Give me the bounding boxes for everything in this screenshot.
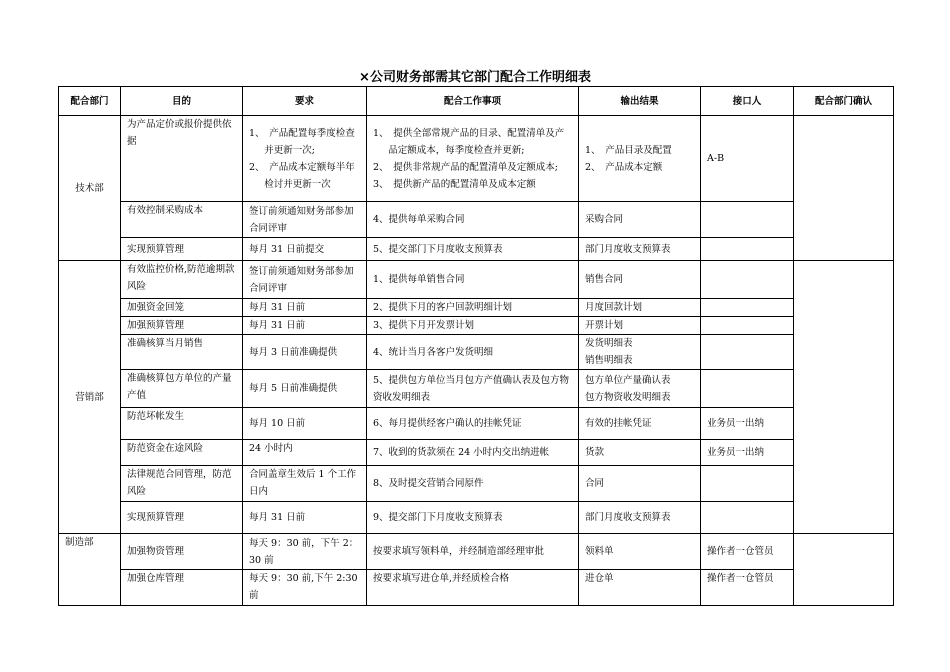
dept-cell-sales: 营销部 — [59, 261, 121, 534]
contact-cell — [701, 202, 794, 238]
output-cell: 有效的挂帐凭证 — [579, 408, 701, 440]
work-item-line: 3、 提供新产品的配置清单及成本定额 — [373, 178, 536, 190]
purpose-cell: 有效监控价格,防范逾期款风险 — [121, 261, 243, 299]
purpose-cell: 加强资金回笼 — [121, 299, 243, 317]
purpose-cell: 实现预算管理 — [121, 502, 243, 534]
purpose-cell: 准确核算包方单位的产量产值 — [121, 370, 243, 408]
purpose-cell: 准确核算当月销售 — [121, 335, 243, 370]
purpose-cell: 加强预算管理 — [121, 317, 243, 335]
table-row — [59, 202, 894, 238]
table-row — [59, 502, 894, 534]
requirement-line: 1、 产品配置每季度检查并更新一次; — [249, 127, 355, 156]
table-row — [59, 299, 894, 317]
work-item-cell: 2、提供下月的客户回款明细计划 — [367, 299, 579, 317]
contact-cell — [701, 317, 794, 335]
requirement-cell: 24 小时内 — [243, 440, 367, 466]
table-row — [59, 335, 894, 370]
contact-cell — [701, 299, 794, 317]
contact-cell — [701, 335, 794, 370]
contact-cell: A-B — [701, 116, 794, 202]
purpose-cell: 法律规范合同管理，防范风险 — [121, 466, 243, 502]
work-item-cell — [367, 116, 579, 202]
requirement-cell — [243, 116, 367, 202]
requirement-cell: 每天 9：30 前，下午 2：30 前 — [243, 534, 367, 570]
contact-cell — [701, 466, 794, 502]
page-title: ×公司财务部需其它部门配合工作明细表 — [359, 70, 591, 85]
confirm-cell — [794, 116, 894, 261]
requirement-cell: 签订前须通知财务部参加合同评审 — [243, 261, 367, 299]
requirement-cell: 每月 5 日前准确提供 — [243, 370, 367, 408]
table-row — [59, 534, 894, 570]
requirement-cell: 每月 31 日前 — [243, 317, 367, 335]
purpose-cell: 防范坏帐发生 — [121, 408, 243, 440]
table-row — [59, 238, 894, 261]
confirm-cell — [794, 534, 894, 606]
dept-cell-mfg: 制造部 — [59, 534, 121, 606]
header-purpose: 目的 — [121, 87, 243, 116]
contact-cell — [701, 370, 794, 408]
table-row — [59, 116, 894, 202]
header-contact: 接口人 — [701, 87, 794, 116]
purpose-cell: 有效控制采购成本 — [121, 202, 243, 238]
work-item-cell: 7、收到的货款须在 24 小时内交出纳进帐 — [367, 440, 579, 466]
requirement-line: 2、 产品成本定额每半年检讨并更新一次 — [249, 161, 355, 190]
requirement-cell: 每月 31 日前 — [243, 502, 367, 534]
contact-cell — [701, 238, 794, 261]
contact-cell: 操作者一仓管员 — [701, 534, 794, 570]
requirement-cell: 签订前须通知财务部参加合同评审 — [243, 202, 367, 238]
purpose-cell: 加强物资管理 — [121, 534, 243, 570]
table-row — [59, 466, 894, 502]
purpose-cell: 为产品定价或报价提供依据 — [121, 116, 243, 202]
table-row — [59, 570, 894, 606]
output-cell: 部门月度收支预算表 — [579, 238, 701, 261]
confirm-cell — [794, 261, 894, 534]
output-cell: 包方单位产量确认表 包方物资收发明细表 — [579, 370, 701, 408]
output-cell: 合同 — [579, 466, 701, 502]
output-line: 1、 产品目录及配置 — [585, 144, 672, 156]
dept-cell-tech: 技术部 — [59, 116, 121, 261]
contact-cell: 业务员一出纳 — [701, 440, 794, 466]
header-requirement: 要求 — [243, 87, 367, 116]
contact-cell — [701, 502, 794, 534]
work-item-cell: 5、提交部门下月度收支预算表 — [367, 238, 579, 261]
contact-cell: 操作者一仓管员 — [701, 570, 794, 606]
output-cell: 领料单 — [579, 534, 701, 570]
work-item-cell: 1、提供每单销售合同 — [367, 261, 579, 299]
header-output: 输出结果 — [579, 87, 701, 116]
purpose-cell: 防范资金在途风险 — [121, 440, 243, 466]
contact-cell: 业务员一出纳 — [701, 408, 794, 440]
header-dept: 配合部门 — [59, 87, 121, 116]
work-item-cell: 9、提交部门下月度收支预算表 — [367, 502, 579, 534]
header-work-item: 配合工作事项 — [367, 87, 579, 116]
table-row — [59, 440, 894, 466]
work-item-cell: 3、提供下月开发票计划 — [367, 317, 579, 335]
work-item-cell: 6、每月提供经客户确认的挂帐凭证 — [367, 408, 579, 440]
table-row — [59, 317, 894, 335]
contact-cell — [701, 261, 794, 299]
output-cell — [579, 116, 701, 202]
output-cell: 采购合同 — [579, 202, 701, 238]
work-item-line: 2、 提供非常规产品的配置清单及定额成本; — [373, 161, 558, 173]
requirement-cell: 每月 31 日前 — [243, 299, 367, 317]
cooperation-table — [58, 86, 894, 606]
output-cell: 销售合同 — [579, 261, 701, 299]
output-cell: 进仓单 — [579, 570, 701, 606]
output-cell: 货款 — [579, 440, 701, 466]
work-item-cell: 5、提供包方单位当月包方产值确认表及包方物资收发明细表 — [367, 370, 579, 408]
output-cell: 月度回款计划 — [579, 299, 701, 317]
requirement-cell: 每月 31 日前提交 — [243, 238, 367, 261]
work-item-cell: 4、统计当月各客户发货明细 — [367, 335, 579, 370]
purpose-cell: 实现预算管理 — [121, 238, 243, 261]
work-item-cell: 按要求填写进仓单,并经质检合格 — [367, 570, 579, 606]
table-row — [59, 370, 894, 408]
work-item-cell: 4、提供每单采购合同 — [367, 202, 579, 238]
work-item-cell: 8、及时提交营销合同原件 — [367, 466, 579, 502]
header-confirm: 配合部门确认 — [794, 87, 894, 116]
work-item-cell: 按要求填写领料单，并经制造部经理审批 — [367, 534, 579, 570]
requirement-cell: 每月 3 日前准确提供 — [243, 335, 367, 370]
output-line: 2、 产品成本定额 — [585, 161, 663, 173]
table-header-row — [59, 87, 894, 116]
requirement-cell: 合同盖章生效后 1 个工作日内 — [243, 466, 367, 502]
output-cell: 部门月度收支预算表 — [579, 502, 701, 534]
requirement-cell: 每月 10 日前 — [243, 408, 367, 440]
work-item-line: 1、 提供全部常规产品的目录、配置清单及产品定额成本，每季度检查并更新; — [373, 127, 565, 156]
table-row — [59, 408, 894, 440]
output-cell: 发货明细表 销售明细表 — [579, 335, 701, 370]
table-row — [59, 261, 894, 299]
requirement-cell: 每天 9：30 前,下午 2:30 前 — [243, 570, 367, 606]
output-cell: 开票计划 — [579, 317, 701, 335]
purpose-cell: 加强仓库管理 — [121, 570, 243, 606]
